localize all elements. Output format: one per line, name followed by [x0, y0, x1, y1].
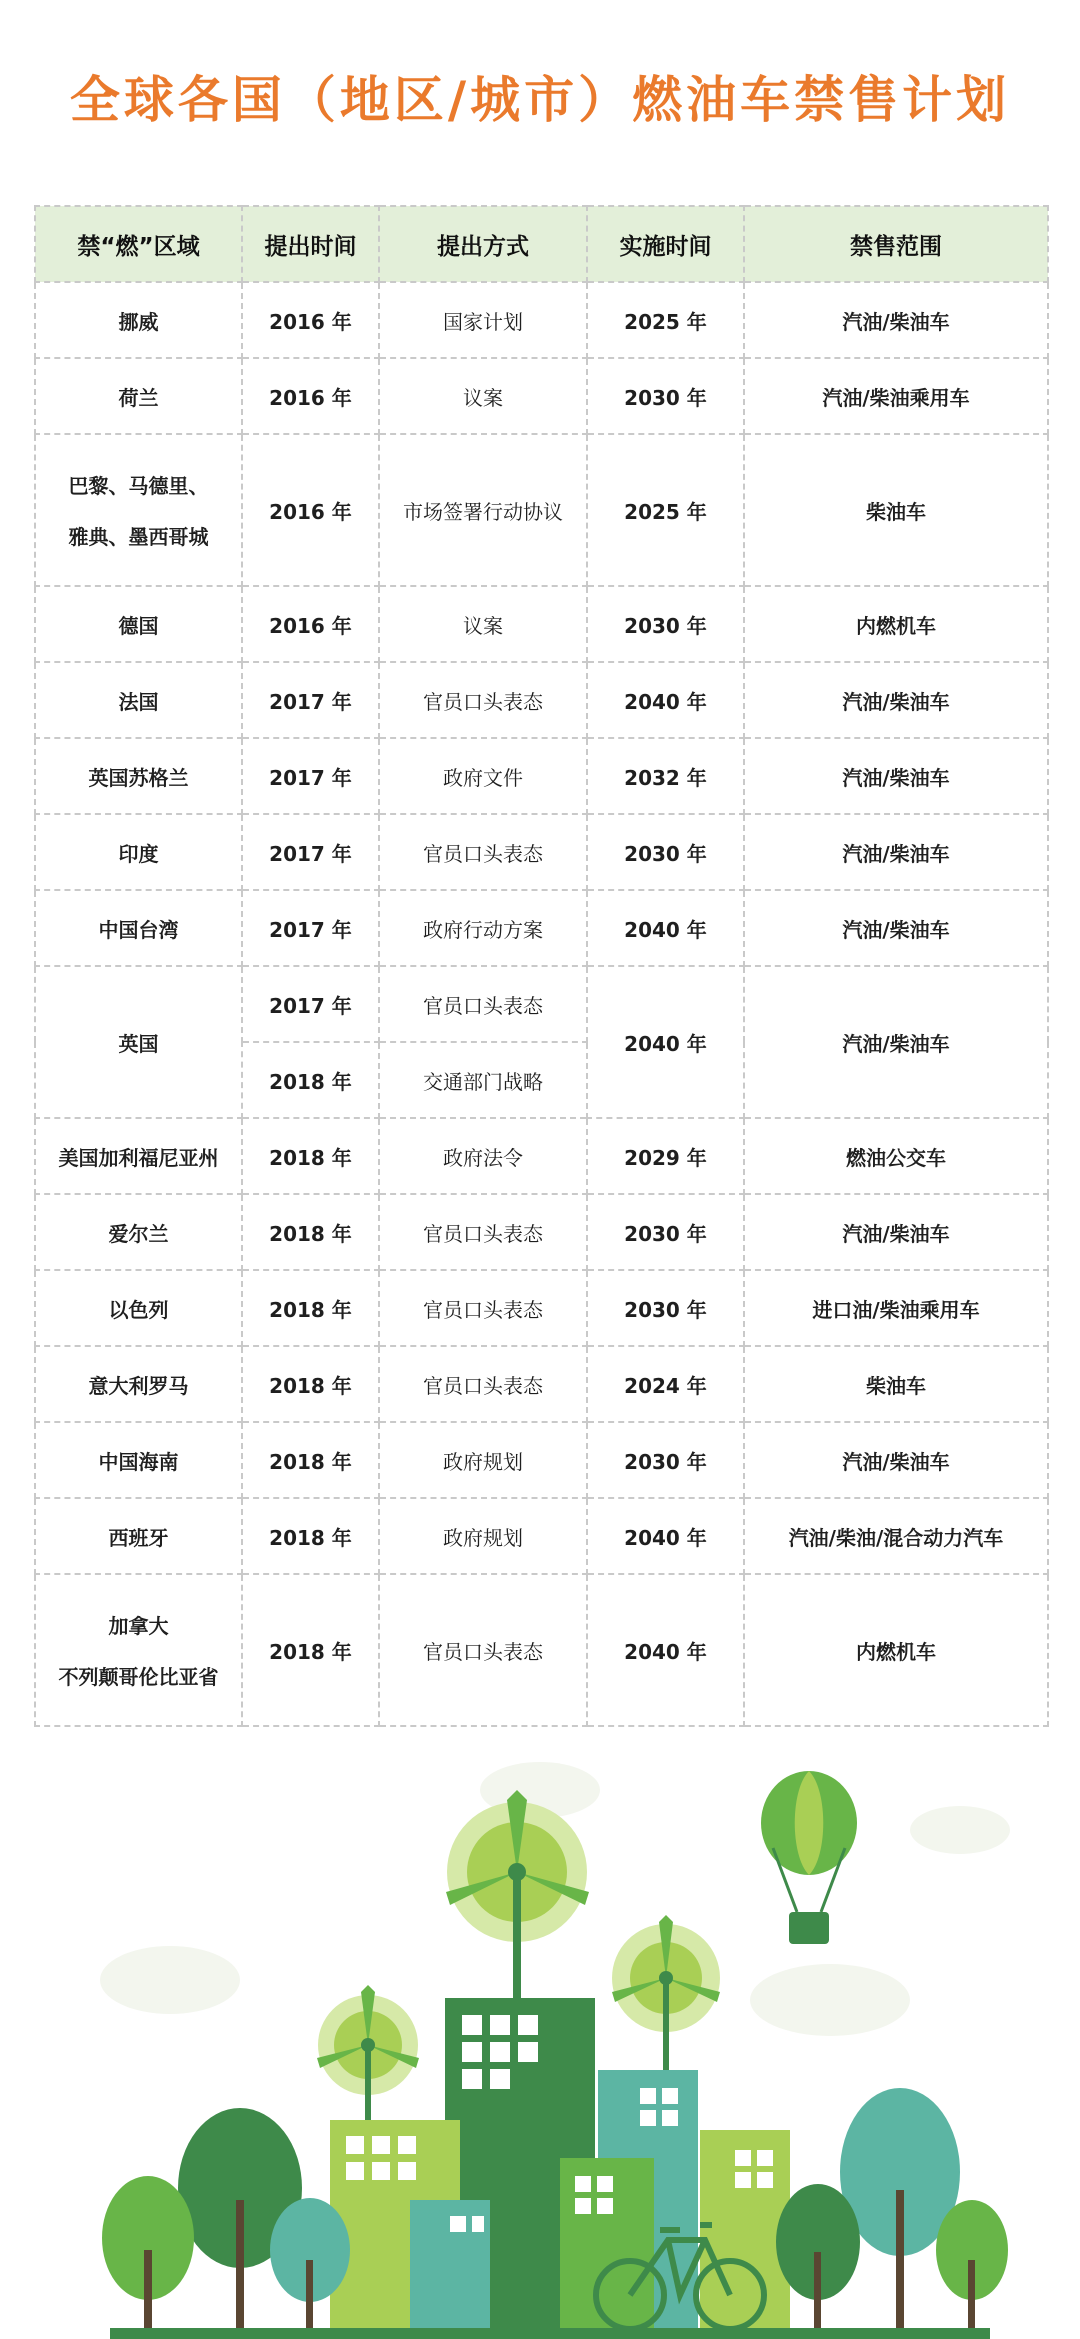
effective-cell: 2029 年 [587, 1118, 744, 1194]
building-icon [410, 2200, 490, 2338]
ban-plan-table [34, 205, 1049, 1727]
proposed-cell: 2016 年 [242, 282, 379, 358]
tree-icon [840, 2088, 960, 2339]
proposed-cell: 2016 年 [242, 358, 379, 434]
method-cell: 政府规划 [379, 1422, 587, 1498]
region-cell: 法国 [35, 662, 242, 738]
region-cell: 印度 [35, 814, 242, 890]
method-cell: 政府文件 [379, 738, 587, 814]
effective-cell: 2030 年 [587, 814, 744, 890]
proposed-cell: 2018 年 [242, 1346, 379, 1422]
method-cell: 官员口头表态 [379, 662, 587, 738]
method-cell: 政府行动方案 [379, 890, 587, 966]
scope-cell: 汽油/柴油车 [744, 738, 1048, 814]
region-cell: 荷兰 [35, 358, 242, 434]
region-cell: 西班牙 [35, 1498, 242, 1574]
effective-cell: 2024 年 [587, 1346, 744, 1422]
method-cell: 市场签署行动协议 [379, 434, 587, 586]
proposed-cell: 2016 年 [242, 586, 379, 662]
method-cell: 政府规划 [379, 1498, 587, 1574]
table-row [35, 814, 1048, 890]
proposed-cell: 2017 年 [242, 814, 379, 890]
scope-cell: 汽油/柴油车 [744, 890, 1048, 966]
hot-air-balloon-icon [761, 1771, 857, 1944]
scope-cell: 汽油/柴油车 [744, 282, 1048, 358]
region-cell: 挪威 [35, 282, 242, 358]
method-cell: 国家计划 [379, 282, 587, 358]
effective-cell: 2025 年 [587, 282, 744, 358]
building-icon [560, 2158, 654, 2338]
proposed-cell: 2018 年 [242, 1194, 379, 1270]
table-row [35, 966, 1048, 1042]
effective-cell: 2040 年 [587, 966, 744, 1118]
green-city-illustration [0, 1730, 1080, 2339]
effective-cell: 2025 年 [587, 434, 744, 586]
proposed-cell: 2017 年 [242, 662, 379, 738]
proposed-cell: 2017 年 [242, 738, 379, 814]
proposed-cell: 2018 年 [242, 1498, 379, 1574]
method-cell: 官员口头表态 [379, 966, 587, 1042]
region-cell: 英国 [35, 966, 242, 1118]
region-cell: 德国 [35, 586, 242, 662]
wind-turbine-icon [317, 1985, 419, 2120]
table-row [35, 1194, 1048, 1270]
region-cell: 以色列 [35, 1270, 242, 1346]
region-cell: 意大利罗马 [35, 1346, 242, 1422]
effective-cell: 2030 年 [587, 586, 744, 662]
table-row [35, 738, 1048, 814]
region-line-1: 巴黎、马德里、 [68, 474, 209, 498]
scope-cell: 汽油/柴油车 [744, 814, 1048, 890]
table-row [35, 358, 1048, 434]
region-cell [35, 1574, 242, 1726]
column-header-effective-time: 实施时间 [587, 206, 744, 282]
method-cell: 官员口头表态 [379, 1574, 587, 1726]
wind-turbine-icon [612, 1915, 720, 2070]
table-row [35, 282, 1048, 358]
region-cell: 中国海南 [35, 1422, 242, 1498]
page-title: 全球各国（地区/城市）燃油车禁售计划 [69, 71, 1011, 129]
region-line-1: 加拿大 [108, 1614, 169, 1638]
scope-cell: 汽油/柴油/混合动力汽车 [744, 1498, 1048, 1574]
region-cell: 英国苏格兰 [35, 738, 242, 814]
table-row [35, 1118, 1048, 1194]
region-line-2: 不列颠哥伦比亚省 [58, 1665, 219, 1689]
table-row [35, 1422, 1048, 1498]
scope-cell: 汽油/柴油车 [744, 1422, 1048, 1498]
table-row [35, 586, 1048, 662]
proposed-cell: 2018 年 [242, 1422, 379, 1498]
table-row [35, 890, 1048, 966]
effective-cell: 2032 年 [587, 738, 744, 814]
method-cell: 官员口头表态 [379, 1346, 587, 1422]
region-cell: 爱尔兰 [35, 1194, 242, 1270]
proposed-cell: 2018 年 [242, 1270, 379, 1346]
scope-cell: 柴油车 [744, 434, 1048, 586]
region-cell: 美国加利福尼亚州 [35, 1118, 242, 1194]
region-cell: 中国台湾 [35, 890, 242, 966]
method-cell: 议案 [379, 358, 587, 434]
ground [110, 2328, 990, 2339]
effective-cell: 2030 年 [587, 1422, 744, 1498]
scope-cell: 柴油车 [744, 1346, 1048, 1422]
proposed-cell: 2017 年 [242, 890, 379, 966]
scope-cell: 燃油公交车 [744, 1118, 1048, 1194]
scope-cell: 内燃机车 [744, 1574, 1048, 1726]
scope-cell: 汽油/柴油乘用车 [744, 358, 1048, 434]
method-cell: 官员口头表态 [379, 814, 587, 890]
table-row [35, 662, 1048, 738]
effective-cell: 2030 年 [587, 358, 744, 434]
scope-cell: 进口油/柴油乘用车 [744, 1270, 1048, 1346]
effective-cell: 2040 年 [587, 890, 744, 966]
column-header-proposed-time: 提出时间 [242, 206, 379, 282]
effective-cell: 2040 年 [587, 1574, 744, 1726]
effective-cell: 2030 年 [587, 1270, 744, 1346]
proposed-cell: 2018 年 [242, 1042, 379, 1118]
column-header-region: 禁“燃”区域 [35, 206, 242, 282]
proposed-cell: 2017 年 [242, 966, 379, 1042]
table-row [35, 434, 1048, 586]
table-row [35, 1346, 1048, 1422]
table-row [35, 1498, 1048, 1574]
effective-cell: 2040 年 [587, 662, 744, 738]
method-cell: 官员口头表态 [379, 1194, 587, 1270]
effective-cell: 2040 年 [587, 1498, 744, 1574]
scope-cell: 内燃机车 [744, 586, 1048, 662]
scope-cell: 汽油/柴油车 [744, 966, 1048, 1118]
method-cell: 议案 [379, 586, 587, 662]
proposed-cell: 2016 年 [242, 434, 379, 586]
tree-icon [936, 2200, 1008, 2339]
scope-cell: 汽油/柴油车 [744, 662, 1048, 738]
column-header-method: 提出方式 [379, 206, 587, 282]
proposed-cell: 2018 年 [242, 1118, 379, 1194]
region-cell [35, 434, 242, 586]
table-row [35, 1270, 1048, 1346]
wind-turbine-icon [446, 1790, 589, 1998]
table-row [35, 1574, 1048, 1726]
column-header-scope: 禁售范围 [744, 206, 1048, 282]
region-line-2: 雅典、墨西哥城 [68, 525, 209, 549]
effective-cell: 2030 年 [587, 1194, 744, 1270]
tree-icon [102, 2176, 194, 2339]
table-header-row [35, 206, 1048, 282]
method-cell: 官员口头表态 [379, 1270, 587, 1346]
proposed-cell: 2018 年 [242, 1574, 379, 1726]
method-cell: 交通部门战略 [379, 1042, 587, 1118]
scope-cell: 汽油/柴油车 [744, 1194, 1048, 1270]
method-cell: 政府法令 [379, 1118, 587, 1194]
